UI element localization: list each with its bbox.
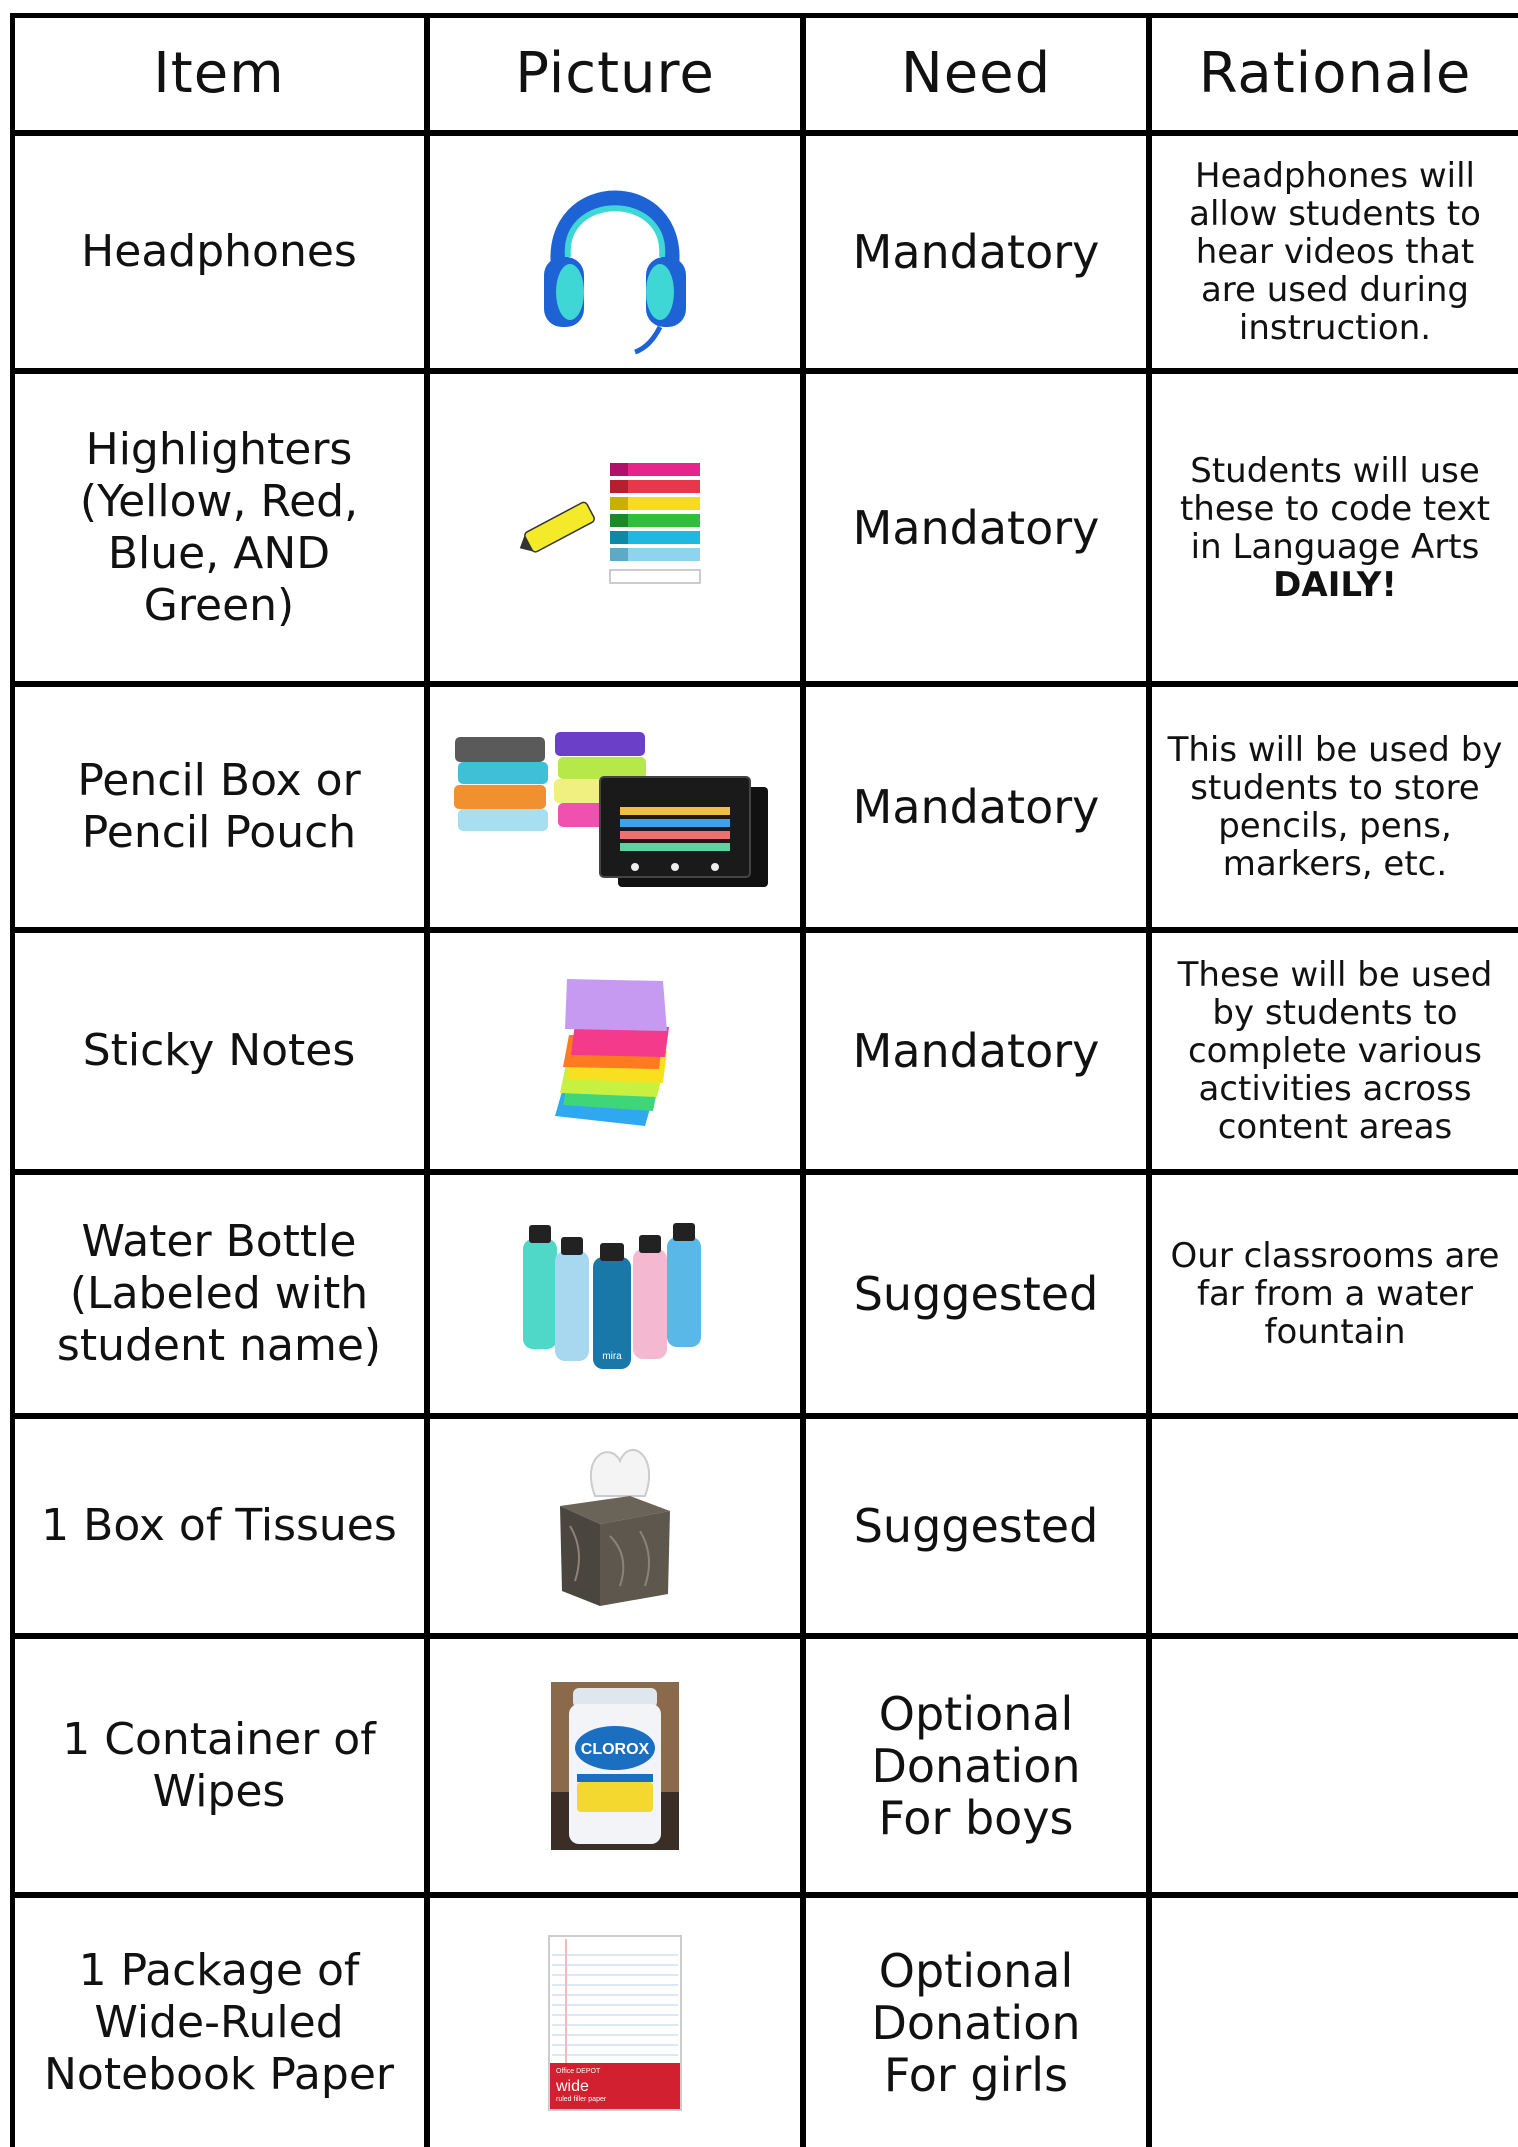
grid-line	[10, 1413, 1518, 1419]
grid-line	[10, 13, 15, 2147]
rationale-cell	[1152, 687, 1518, 927]
rationale-text: Headphones will allow students to hear videos that are used during instruction.	[1189, 156, 1481, 348]
header-need: Need	[900, 41, 1052, 106]
paper-sub-label: ruled filler paper	[556, 2095, 607, 2103]
item-cell: Highlighters (Yellow, Red, Blue, AND Green)	[79, 423, 359, 631]
need-cell: Suggested	[853, 1267, 1099, 1321]
grid-line	[10, 13, 1518, 18]
rationale-text: This will be used by students to store pencils, pens, markers, etc.	[1167, 730, 1503, 884]
need-cell: Mandatory	[852, 225, 1100, 279]
need-cell: Suggested	[853, 1499, 1099, 1553]
need-cell: Mandatory	[852, 780, 1100, 834]
picture-cell	[430, 1419, 800, 1633]
rationale-text: Our classrooms are far from a water fountain	[1170, 1236, 1500, 1352]
picture-cell	[430, 687, 800, 927]
picture-cell	[430, 1639, 800, 1892]
item-cell: 1 Container of Wipes	[62, 1713, 376, 1817]
rationale-text: These will be used by students to complete various activities across content areas	[1177, 955, 1493, 1147]
need-cell: Mandatory	[852, 1024, 1100, 1078]
picture-cell	[430, 374, 800, 681]
wipes-container-icon	[551, 1682, 679, 1850]
wipes-brand-label: CLOROX	[580, 1740, 650, 1758]
header-rationale: Rationale	[1198, 41, 1472, 106]
item-cell: Headphones	[81, 226, 357, 277]
pencil-box-icon	[450, 717, 780, 897]
item-cell: 1 Box of Tissues	[41, 1500, 397, 1551]
paper-wide-label: wide	[556, 2077, 589, 2095]
header-picture: Picture	[515, 41, 715, 106]
need-cell: Optional Donation For girls	[871, 1943, 1081, 2102]
rationale-cell	[1152, 933, 1518, 1169]
headphones-icon	[540, 147, 690, 357]
picture-cell	[430, 136, 800, 368]
grid-line	[10, 927, 1518, 933]
picture-cell	[430, 1175, 800, 1413]
picture-cell	[430, 1898, 800, 2147]
grid-line	[10, 1633, 1518, 1639]
notebook-paper-icon	[548, 1935, 682, 2111]
water-bottles-icon	[515, 1219, 715, 1369]
item-cell: Water Bottle (Labeled with student name)	[56, 1216, 382, 1371]
item-cell: 1 Package of Wide-Ruled Notebook Paper	[43, 1944, 394, 2100]
grid-line	[10, 368, 1518, 374]
grid-line	[10, 1892, 1518, 1898]
grid-line	[10, 1169, 1518, 1175]
rationale-cell	[1152, 374, 1518, 681]
grid-line	[800, 13, 806, 2147]
item-cell: Pencil Box or Pencil Pouch	[77, 755, 361, 858]
sticky-notes-icon	[545, 971, 685, 1131]
rationale-cell	[1152, 136, 1518, 368]
rationale-text: Students will use these to code text in Language Arts	[1179, 450, 1491, 567]
grid-line	[10, 681, 1518, 687]
tissue-box-icon	[550, 1436, 680, 1616]
rationale-cell	[1152, 1175, 1518, 1413]
grid-line	[1146, 13, 1152, 2147]
highlighters-icon	[515, 458, 715, 598]
paper-brand-label: Office DEPOT	[556, 2067, 601, 2075]
need-cell: Mandatory	[852, 500, 1100, 555]
rationale-cell	[1152, 1419, 1518, 1633]
item-cell: Sticky Notes	[82, 1025, 356, 1076]
bottle-brand-label: mira	[602, 1351, 622, 1362]
rationale-cell	[1152, 1898, 1518, 2147]
picture-cell	[430, 933, 800, 1169]
rationale-emphasis: DAILY!	[1273, 564, 1397, 605]
rationale-cell	[1152, 1639, 1518, 1892]
grid-line	[424, 13, 430, 2147]
header-item: Item	[153, 41, 285, 106]
need-cell: Optional Donation For boys	[871, 1686, 1081, 1845]
grid-line	[10, 130, 1518, 136]
